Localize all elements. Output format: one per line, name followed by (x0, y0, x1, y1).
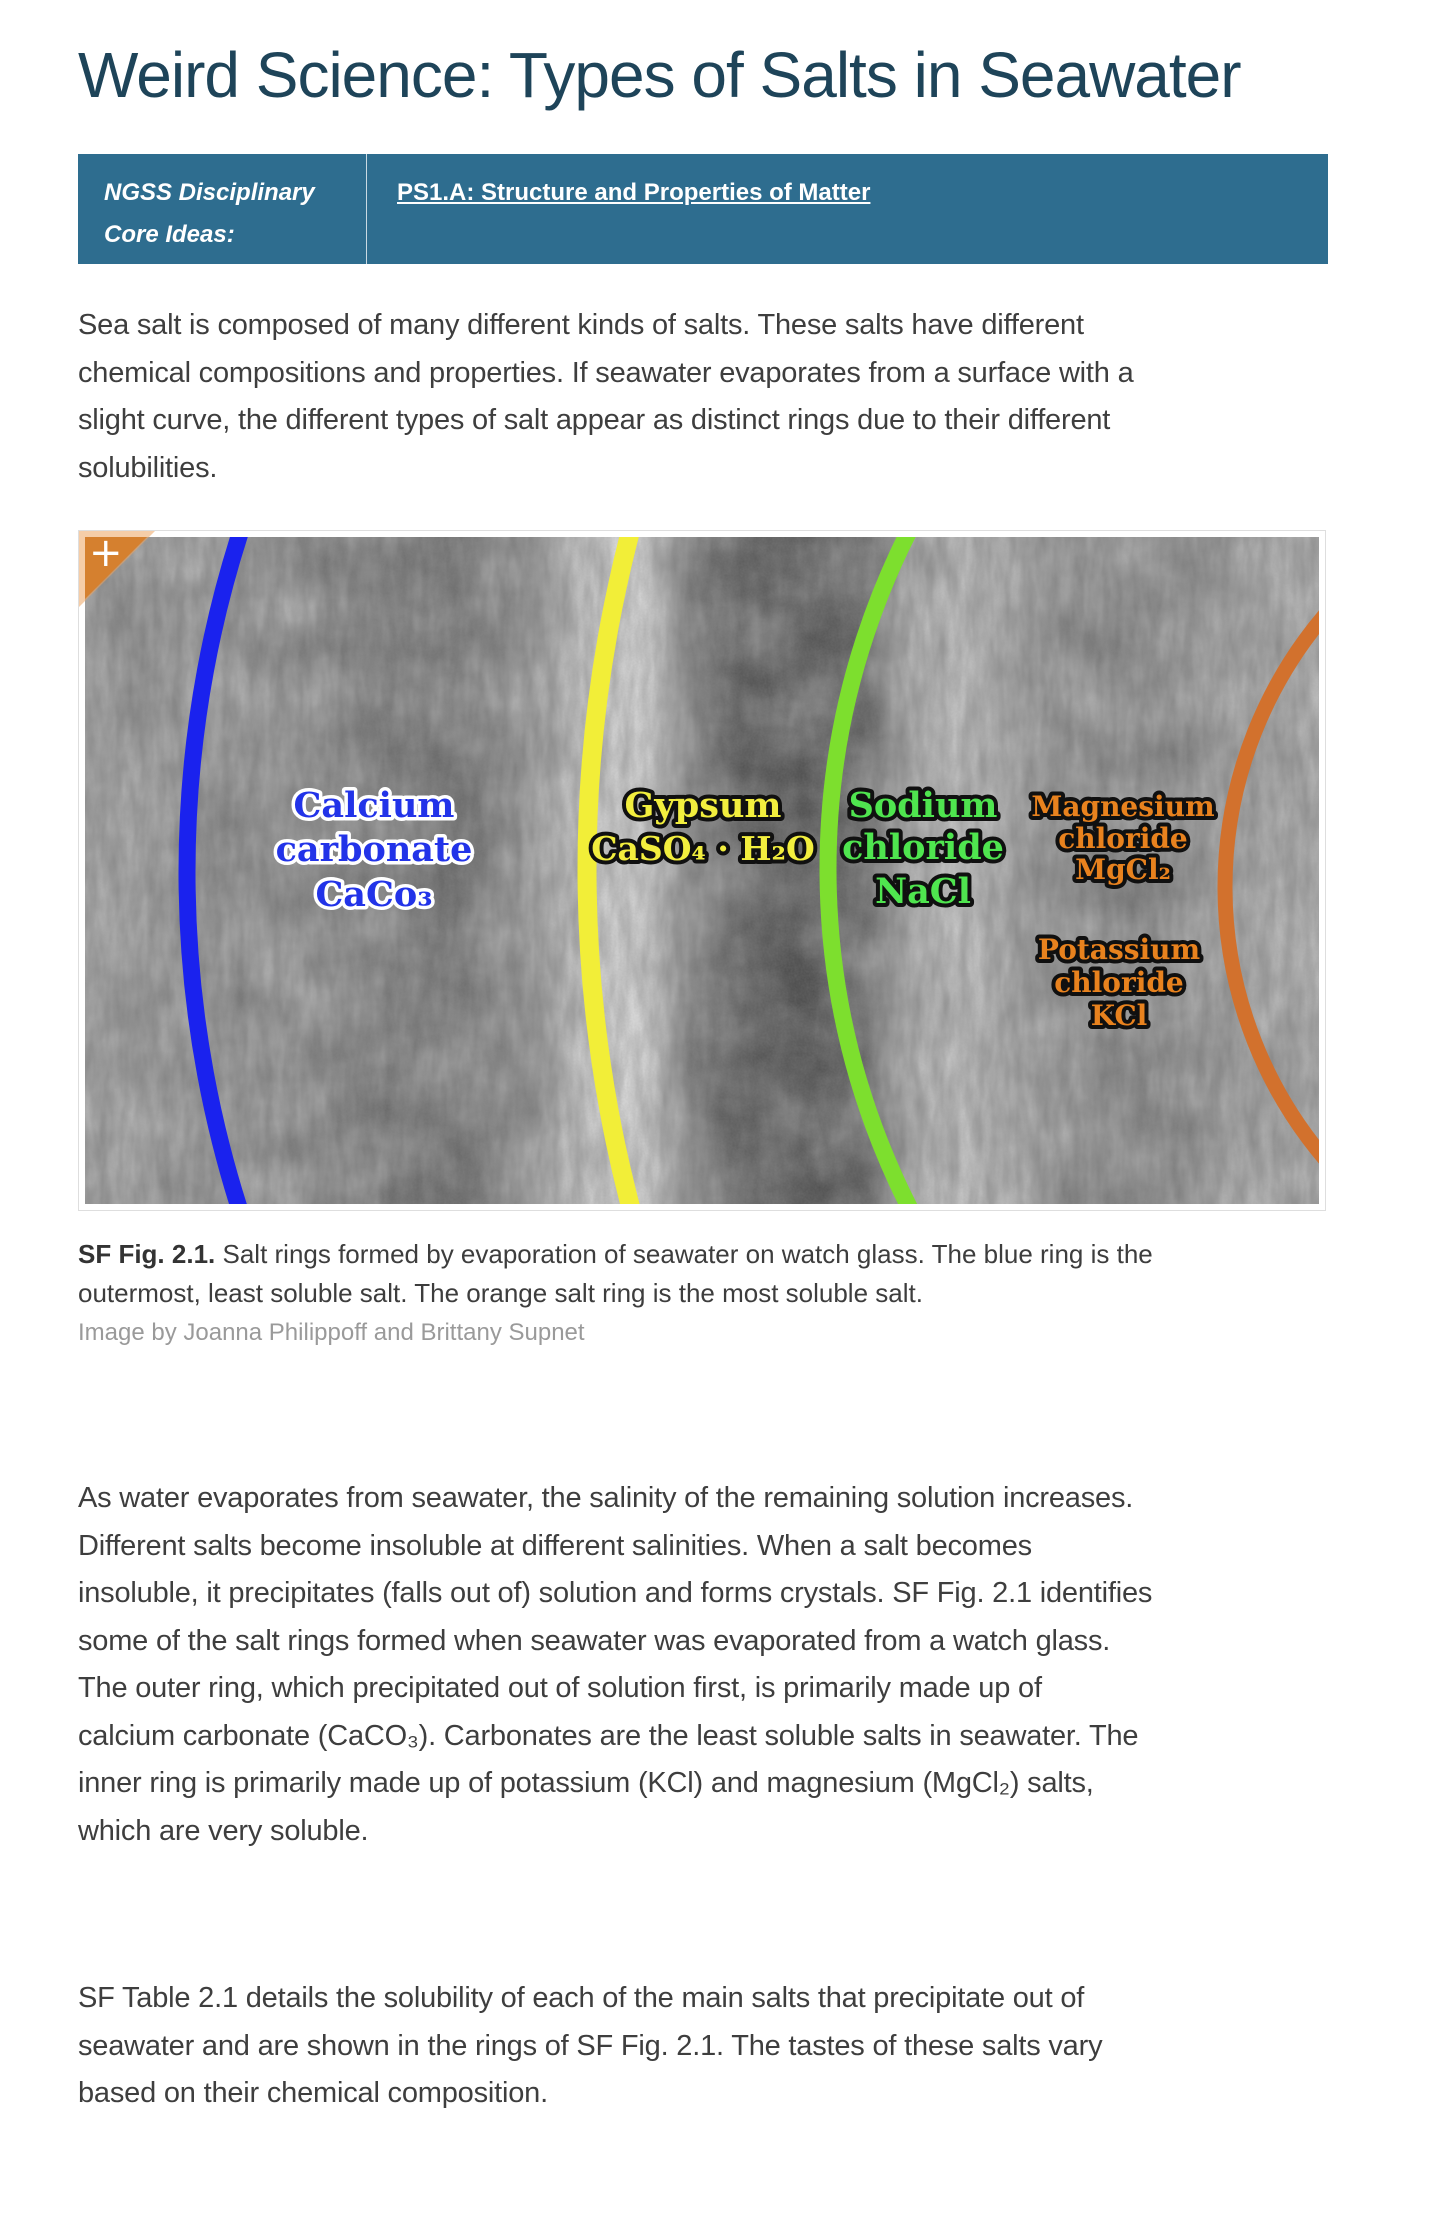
ngss-banner (78, 154, 1328, 264)
label-gypsum-line2: CaSO₄ · H₂O (591, 829, 815, 868)
label-magnesium-line3: MgCl₂ (1075, 853, 1171, 886)
expand-image-button[interactable] (79, 531, 155, 607)
text-line: The outer ring, which precipitated out of solution first, is primarily made up of (78, 1672, 1042, 1704)
text-line: insoluble, it precipitates (falls out of) solution and forms crystals. SF Fig. 2.1 identifies (78, 1577, 1153, 1609)
text-line: which are very soluble. (78, 1814, 369, 1847)
label-sodium-line3: NaCl (875, 871, 971, 912)
label-potassium-line3: KCl (1090, 999, 1148, 1032)
label-magnesium-line2: chloride (1058, 822, 1188, 855)
text-line: solubilities. (78, 451, 218, 484)
image-credit: Image by Joanna Philippoff and Brittany Supnet (78, 1319, 585, 1346)
text-line: inner ring is primarily made up of potassium (KCl) and magnesium (MgCl₂) salts, (78, 1767, 1094, 1799)
intro-paragraph (78, 302, 1328, 492)
ngss-label (78, 154, 367, 264)
salt-photo-overlay (85, 537, 1319, 1204)
label-sodium-line1: Sodium (848, 785, 998, 826)
text-line: Different salts become insoluble at different salinities. When a salt becomes (78, 1529, 1032, 1562)
text-line: slight curve, the different types of salt appear as distinct rings due to their different (78, 404, 1111, 436)
label-gypsum-line1: Gypsum (624, 785, 782, 826)
label-potassium-line1: Potassium (1037, 933, 1201, 966)
text-line: Sea salt is composed of many different kinds of salts. These salts have different (78, 309, 1084, 341)
text-line: calcium carbonate (CaCO₃). Carbonates are the least soluble salts in seawater. The (78, 1719, 1139, 1752)
text-line: Core Ideas: (104, 221, 235, 248)
paragraph-solubility (78, 1475, 1328, 1855)
text-line: NGSS Disciplinary (104, 179, 315, 206)
content-column (78, 32, 1328, 2118)
text-line: SF Table 2.1 details the solubility of each of the main salts that precipitate out of (78, 1982, 1085, 2014)
label-potassium-line2: chloride (1054, 966, 1184, 999)
label-calcium-line3: CaCo₃ (315, 874, 433, 915)
label-calcium-line2: carbonate (275, 829, 473, 870)
salt-photo (85, 537, 1319, 1204)
label-magnesium-line1: Magnesium (1031, 790, 1215, 823)
label-sodium-line2: chloride (842, 827, 1004, 868)
text-line: seawater and are shown in the rings of SF Fig. 2.1. The tastes of these salts vary (78, 2029, 1103, 2062)
paragraph-table-intro (78, 1975, 1328, 2118)
text-line: based on their chemical composition. (78, 2077, 548, 2109)
figure-caption (78, 1235, 1238, 1313)
figure-salt-rings (78, 530, 1326, 1211)
caption-text: Salt rings formed by evaporation of seawater on watch glass. The blue ring is the outermost, least soluble salt. The orange salt ring is the most soluble salt. (78, 1239, 1153, 1308)
text-line: chemical compositions and properties. If seawater evaporates from a surface with a (78, 356, 1134, 389)
text-line: some of the salt rings formed when seawater was evaporated from a watch glass. (78, 1624, 1111, 1657)
caption-label: SF Fig. 2.1. (78, 1239, 216, 1269)
ngss-link[interactable]: PS1.A: Structure and Properties of Matter (397, 179, 871, 206)
text-line: As water evaporates from seawater, the salinity of the remaining solution increases. (78, 1482, 1134, 1514)
page-title: Weird Science: Types of Salts in Seawater (78, 39, 1241, 111)
ngss-link-cell (367, 154, 870, 264)
plus-icon: + (89, 530, 123, 576)
label-calcium-line1: Calcium (293, 785, 455, 826)
